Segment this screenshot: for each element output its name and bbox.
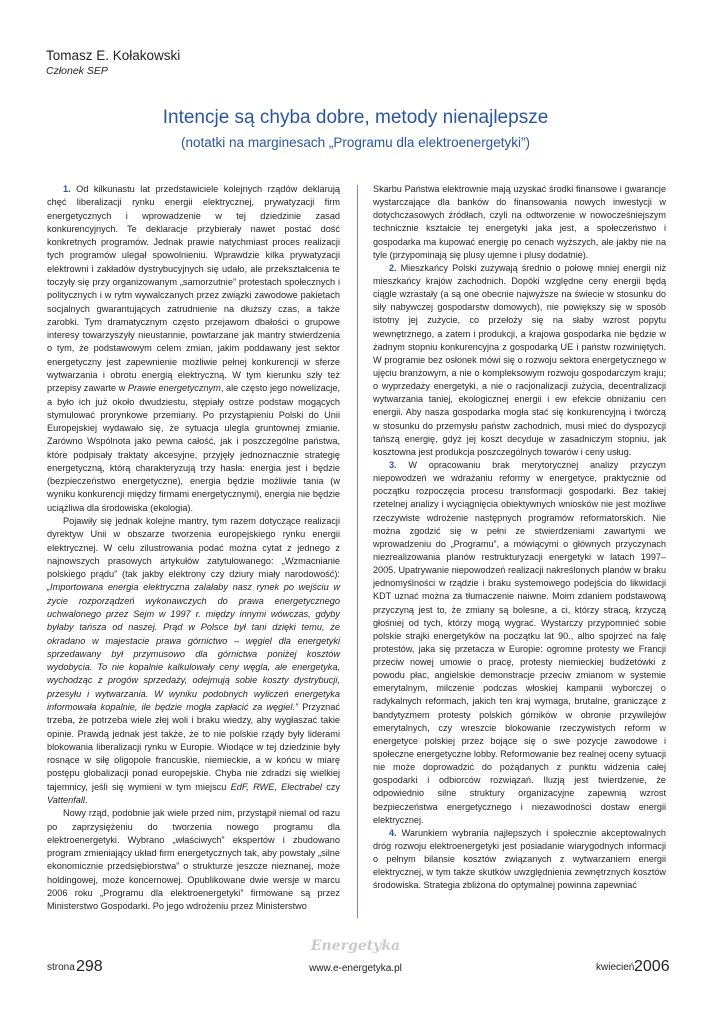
paragraph-text: czy (321, 781, 340, 792)
issue-month: kwiecień (596, 962, 635, 973)
paragraph-5 (373, 459, 666, 827)
author-role: Członek SEP (46, 65, 108, 77)
article-title: Intencje są chyba dobre, metody nienajlepsze (162, 107, 549, 128)
author-name: Tomasz E. Kołakowski (46, 48, 181, 63)
paragraph-text: W opracowaniu brak merytorycznej analizy przyczyn niepowodzeń we wdrażaniu reformy w energetyce, praktycznie od początku rozpoczęcia procesu transformacji gospodarki. Bez takiej rzetelnej analizy i wyciągnięcia obiektywnych wniosków nie jest możliwe rzeczywiste wdrożenie następnych programów reformatorskich. Nie można zgodzić się w pełni ze stwierdzeniami zawartymi we wprowadzeniu do „Programu”, a mówiącymi o głównych przyczynach niezrealizowania planów restrukturyzacji energetyki w latach 1997–2005. Upatrywanie niepowodzeń realizacji nakreślonych planów w braku jednomyślności w rządzie i braku systemowego podejścia do likwidacji KDT uznać można za tłumaczenie naiwne. Moim zdaniem podstawową przyczyną jest to, że zmiany są bolesne, a ci, którzy stracą, krzyczą głośniej od tych, którzy mogą wygrać. Wystarczy przypomnieć sobie polskie strajki energetyków na początku lat 90., albo spojrzeć na falę protestów, jaka się przetacza w Europie: ogromne protesty we Francji przeciw nowej umowie o pracę, protesty niemieckiej budżetówki z powodu płac, angielskie demonstracje przeciw zmianom w systemie emerytalnym, milczenie podczas włoskiej kampanii wyborczej o radykalnych reformach, jakich ten kraj wymaga, brutalne, graniczące z bandytyzmem protesty polskich górników w obronie przywilejów emerytalnych, czy wreszcie blokowanie rzeczywistych reform w energetyce polskiej przez bojące się o swe pozycje zawodowe i społeczne energetyczne lobby. Reformowanie bez realnej oceny sytuacji nie może doprowadzić do pożądanych z punktu widzenia całej gospodarki i odbiorców rozwiązań. Iluzją jest twierdzenie, że odpowiednio silne struktury organizacyjne zapewnią wzrost bezpieczeństwa energetycznego i niezawodności dostaw energii elektrycznej. (373, 459, 666, 825)
website-link[interactable]: www.e-energetyka.pl (309, 963, 402, 974)
paragraph-1 (47, 183, 340, 515)
left-column (47, 183, 340, 913)
section-number: 3. (389, 459, 397, 470)
paragraph-3: Nowy rząd, podobnie jak wiele przed nim, przystąpił niemal od razu po zaprzysiężeniu do tworzenia nowego programu dla elektroenergetyki. Wybrano „właściwych” ekspertów i zbudowano program zmieniający układ firm energetycznych tak, aby powstały „silne ekonomicznie przedsiębiorstwa” o strukturze jeszcze nieznanej, może holdingowej, może koncernowej. Opublikowane dwie wersje w marcu 2006 roku „Programu dla elektroenergetyki” firmowane są przez Ministerstwo Gospodarki. Po jego wdrożeniu przez Ministerstwo (47, 808, 340, 912)
italic-text: EdF, RWE, Electrabel (230, 781, 322, 792)
page-footer (0, 938, 711, 988)
section-number: 4. (389, 827, 397, 838)
quote-text: „Importowana energia elektryczna zalałaby nasz rynek po wejściu w życie rozporządzeń wykonawczych do prawa energetycznego uchwalonego przez Sejm w 1997 r. między innymi wówczas, gdyby byłaby tańsza od naszej. Prąd w Polsce był tani dzięki temu, że okradano w majestacie prawa górnictwo – węgiel dla energetyki sprzedawany był przymusowo dla górnictwa poniżej kosztów wydobycia. To nie kopalnie kalkulowały ceny węgla, ale energetyka, wychodząc z progów sprzedaży, odejmują sobie koszty dystrybucji, przesyłu i wytwarzania. W wyniku podobnych wyliczeń energetyka informowała kopalnie, ile będzie mogła zapłacić za węgiel.” (47, 582, 340, 712)
page-label: strona (47, 962, 75, 973)
paragraph-text: Warunkiem wybrania najlepszych i społecznie akceptowalnych dróg rozwoju elektroenergetyki jest posiadanie wiarygodnych informacji o pełnym bilansie kosztów związanych z wytwarzaniem energii elektrycznej, w tym także skutków uwzględnienia zewnętrznych kosztów środowiska. Strategia zbliżona do optymalnej powinna zapewniać (373, 827, 666, 891)
paragraph-6 (373, 827, 666, 893)
paragraph-text: , ale często jego nowelizacje, a było ich już około dwudziestu, stępiały ostrze podstaw mogących stymulować prorynkowe przemiany. Po przystąpieniu Polski do Unii Europejskiej wydawało się, że sytuacja ulegla gruntownej zmianie. Zarówno Wspólnota jako pewna całość, jak i poszczególne państwa, które podpisały traktaty akcesyjne, przyjęły jednoznacznie strategię energetyczną, którą charakteryzują trzy hasła: energia jest i będzie (bezpieczeństwo energetyczne), energia będzie możliwie tania (w wyniku konkurencji między firmami energetycznymi), energia nie będzie uciążliwa dla środowiska (ekologia). (47, 383, 340, 513)
issue-year: 2006 (634, 958, 670, 975)
magazine-logo: Energetyka (310, 938, 401, 954)
paragraph-continuation: Skarbu Państwa elektrownie mają uzyskać środki finansowe i gwarancje wystarczające dla banków do finansowania nowych inwestycji w dotychczasowych źródłach, czyli na odtworzenie w nowocześniejszym technicznie kształcie tej energetyki jaka jest, a społeczeństwo i gospodarka ma kupować energię po cenach wyższych, ale jakby nie na tyle (przypominają się plusy ujemne i plusy dodatnie). (373, 184, 666, 260)
section-number: 2. (389, 262, 397, 273)
italic-text: Prawie energetycznym (127, 383, 221, 394)
article-subtitle: (notatki na marginesach „Programu dla elektroenergetyki”) (181, 135, 530, 150)
author-block (46, 47, 180, 78)
page-number: 298 (76, 958, 103, 975)
italic-text: Vattenfall (47, 794, 85, 805)
paragraph-text: Od kilkunastu lat przedstawiciele kolejnych rządów deklarują chęć liberalizacji rynku energii elektrycznej, prywatyzacji firm energetycznych i wprowadzenie w tej dziedzinie zasad konkurencyjnych. Te deklaracje przybierały nawet postać dość konkretnych programów. Jednak prawie natychmiast proces realizacji tych programów ulegał spowolnieniu. Wprawdzie kilka prywatyzacji elektrowni i zakładów dystrybucyjnych się udało, ale przekształcenia te toczyły się przy organizowanym „samorzutnie” protestach społecznych i politycznych i w rytm wywalczanych przez związki zawodowe pakietach socjalnych gwarantujących zatrudnienie na dłuższy czas, a także zarobki. Tym dramatycznym często przejawom dbałości o grupowe interesy towarzyszyły nieustannie, powtarzane jak mantry stwierdzenia o tym, że podstawowym celem zmian, jakim poddawany jest sektor energetyczny jest zapewnienie możliwie pełnej konkurencji w sferze wytwarzania i obrotu energią elektryczną. W tym kierunku szły też przepisy zawarte w (47, 184, 340, 394)
paragraph-2 (47, 515, 340, 807)
right-column (373, 183, 666, 893)
paragraph-text: Mieszkańcy Polski zużywają średnio o połowę mniej energii niż mieszkańcy krajów zachodnich. Dopóki względne ceny energii będą ciągle wzrastały (a są one obecnie najwyższe na świecie w stosunku do siły nabywczej gospodarstw domowych), nie powiększy się w sposób istotny jej zużycie, co przełoży się na słaby wzrost popytu wewnętrznego, a zatem i produkcji, a krajowa gospodarka nie będzie w żadnym stopniu konkurencyjna z gospodarką UE i państw rozwiniętych. W programie bez osłonek mówi się o rozwoju sektora energetycznego w ujęciu branżowym, a nie o kompleksowym rozwoju gospodarczym kraju; o wyprzedaży energetyki, a nie o racjonalizacji zużycia, decentralizacji wytwarzania taniej, ekologicznej energii i ew efekcie obniżaniu cen energii. Aby nasza gospodarka mogła stać się konkurencyjną i twórczą w stosunku do przemysłu państw zachodnich, musi mieć do dyspozycji tańszą energię, gdyż jej koszt decyduje w zasadniczym stopniu, jak kosztowna jest produkcja poszczególnych towarów i ceny usług. (373, 262, 667, 457)
paragraph-4 (373, 262, 666, 459)
paragraph-text: Pojawiły się jednak kolejne mantry, tym razem dotyczące realizacji dyrektyw Unii w obszarze tworzenia europejskiego rynku energii elektrycznej. W celu zilustrowania podać można cytat z jednego z najnowszych prasowych artykułów zatytułowanego: „Wzmacnianie polskiego prądu” (tak jakby elektrony czy dziury miały narodowość): (47, 516, 340, 580)
paragraph-text: Przyznać trzeba, że potrzeba wiele złej woli i braku wiedzy, aby wygłaszać takie opinie. Prawdą jednak jest także, że to nie polskie rządy były liderami blokowania liberalizacji rynku w Europie. Wiodące w tej dziedzinie były rosnące w siłę oligopole francuskie, niemieckie, a w końcu w miarę postępu globalizacji ponad europejskie. Chyba nie zdradzi się wielkiej tajemnicy, jeśli się wymieni w tym miejscu (47, 701, 340, 792)
paragraph-text: . (84, 794, 88, 805)
column-divider (357, 185, 358, 918)
section-number: 1. (63, 184, 71, 194)
article-header (0, 106, 711, 151)
